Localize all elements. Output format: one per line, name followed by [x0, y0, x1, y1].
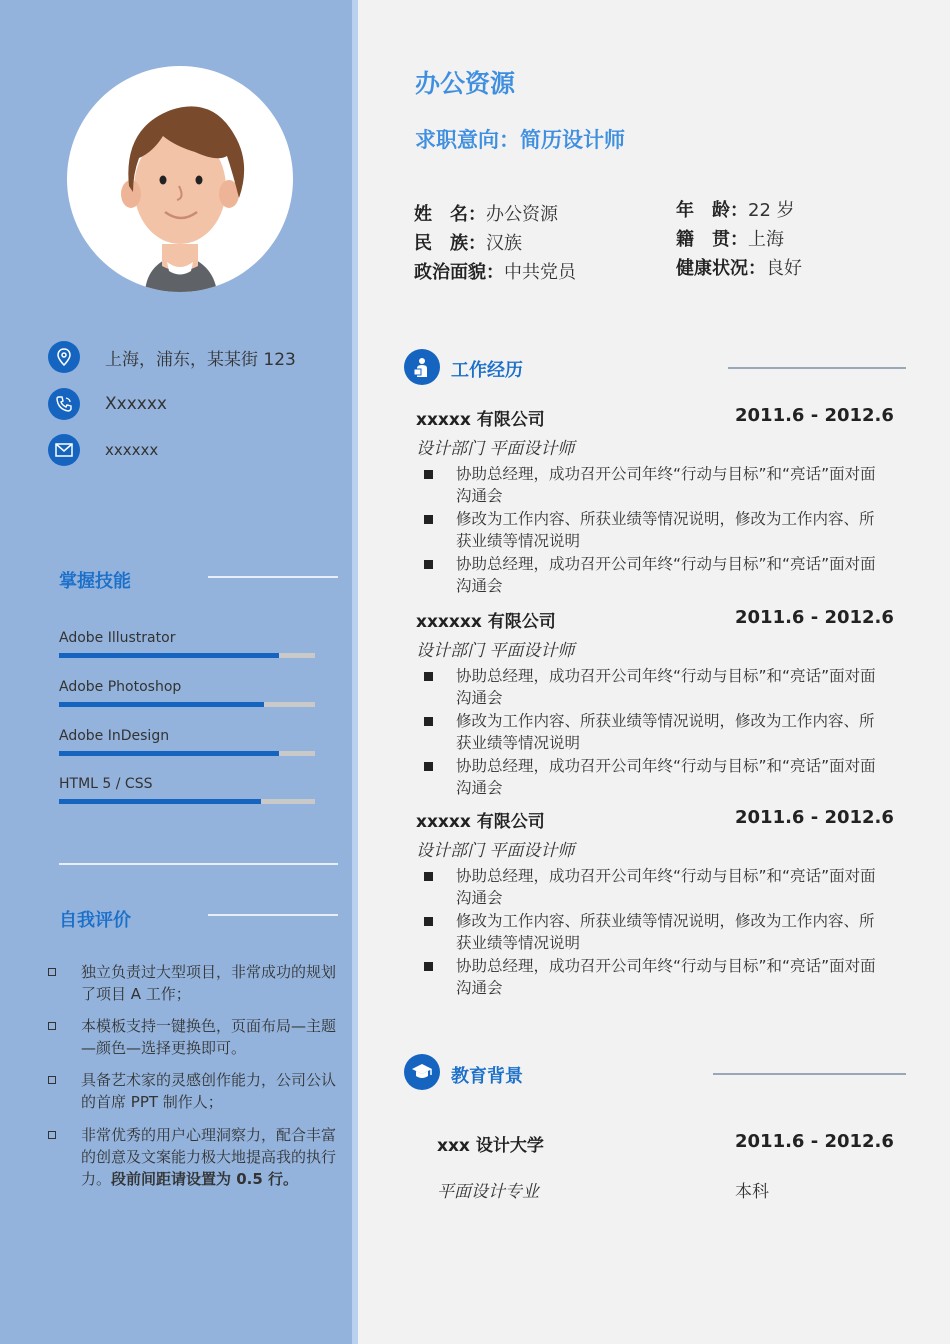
job-bullet: [424, 910, 884, 954]
skill-fill: [59, 799, 261, 804]
job-date: 2011.6 - 2012.6: [735, 405, 894, 426]
skill-name: Adobe Photoshop: [59, 679, 182, 695]
self-eval-rule: [208, 914, 338, 916]
square-bullet-icon: [48, 1022, 56, 1030]
info-political-key: 政治面貌：: [414, 262, 504, 283]
skill-fill: [59, 751, 279, 756]
job-role: 设计部门 平面设计师: [416, 841, 575, 861]
sidebar-edge: [352, 0, 358, 1344]
education-date: 2011.6 - 2012.6: [735, 1131, 894, 1152]
skill-bar: [59, 799, 315, 804]
skill-name: Adobe InDesign: [59, 728, 170, 744]
contact-address-text: 上海，浦东，某某街 123: [105, 349, 296, 370]
square-bullet-icon: [424, 872, 433, 881]
briefcase-person-icon: [404, 349, 440, 385]
info-ethnic-value: 汉族: [486, 233, 522, 254]
square-bullet-icon: [424, 717, 433, 726]
self-eval-text: 具备艺术家的灵感创作能力，公司公认的首席 PPT 制作人；: [81, 1071, 337, 1111]
skills-divider: [59, 863, 338, 865]
work-heading: 工作经历: [451, 360, 523, 381]
info-political: [414, 258, 576, 284]
job-bullet: [424, 463, 884, 507]
skill-item: [59, 630, 315, 658]
job-bullet: [424, 955, 884, 999]
job-bullet-text: 修改为工作内容、所获业绩等情况说明，修改为工作内容、所获业绩等情况说明: [456, 510, 875, 550]
education-school: xxx 设计大学: [437, 1136, 544, 1156]
self-eval-heading: 自我评价: [59, 910, 131, 931]
info-ethnic: [414, 229, 522, 255]
square-bullet-icon: [424, 672, 433, 681]
avatar: [67, 66, 293, 292]
job-role: 设计部门 平面设计师: [416, 641, 575, 661]
job-bullet-text: 修改为工作内容、所获业绩等情况说明，修改为工作内容、所获业绩等情况说明: [456, 912, 875, 952]
info-origin-value: 上海: [748, 229, 784, 250]
info-age-value: 22 岁: [748, 200, 795, 221]
square-bullet-icon: [424, 515, 433, 524]
self-eval-bold-note: 段前间距请设置为 0.5 行。: [111, 1170, 299, 1188]
job-bullet: [424, 710, 884, 754]
self-eval-item: [48, 1015, 338, 1059]
job-role: 设计部门 平面设计师: [416, 439, 575, 459]
square-bullet-icon: [424, 762, 433, 771]
education-rule: [713, 1073, 906, 1075]
mail-icon: [48, 434, 80, 466]
contact-email: [48, 434, 158, 466]
skills-heading: 掌握技能: [59, 571, 131, 592]
info-name-value: 办公资源: [486, 204, 558, 225]
skill-item: [59, 776, 315, 804]
info-age-key: 年 龄：: [676, 200, 748, 221]
location-icon: [48, 341, 80, 373]
job-company: xxxxxx 有限公司: [416, 612, 556, 632]
info-origin-key: 籍 贯：: [676, 229, 748, 250]
job-bullet-text: 协助总经理，成功召开公司年终“行动与目标”和“亮话”面对面沟通会: [456, 465, 876, 505]
job-bullet: [424, 553, 884, 597]
job-bullet: [424, 755, 884, 799]
education-major: 平面设计专业: [437, 1182, 539, 1202]
info-health: [676, 254, 802, 280]
job-date: 2011.6 - 2012.6: [735, 607, 894, 628]
skill-fill: [59, 653, 279, 658]
job-bullet-text: 协助总经理，成功召开公司年终“行动与目标”和“亮话”面对面沟通会: [456, 555, 876, 595]
education-heading: 教育背景: [451, 1066, 523, 1087]
square-bullet-icon: [48, 968, 56, 976]
job-bullet: [424, 665, 884, 709]
work-rule: [728, 367, 906, 369]
job-bullet-text: 协助总经理，成功召开公司年终“行动与目标”和“亮话”面对面沟通会: [456, 757, 876, 797]
avatar-illustration: [67, 66, 293, 292]
square-bullet-icon: [424, 470, 433, 479]
square-bullet-icon: [424, 962, 433, 971]
self-eval-item: [48, 961, 338, 1005]
job-bullet-text: 协助总经理，成功召开公司年终“行动与目标”和“亮话”面对面沟通会: [456, 957, 876, 997]
contact-address: [48, 341, 296, 373]
contact-email-text: xxxxxx: [105, 441, 159, 459]
graduation-cap-icon: [404, 1054, 440, 1090]
job-bullet: [424, 865, 884, 909]
square-bullet-icon: [424, 560, 433, 569]
job-intent: 求职意向：简历设计师: [415, 128, 625, 152]
job-bullet-text: 协助总经理，成功召开公司年终“行动与目标”和“亮话”面对面沟通会: [456, 667, 876, 707]
skill-item: [59, 679, 315, 707]
skill-fill: [59, 702, 264, 707]
job-bullet: [424, 508, 884, 552]
phone-icon: [48, 388, 80, 420]
skill-item: [59, 728, 315, 756]
skill-bar: [59, 653, 315, 658]
info-name-key: 姓 名：: [414, 204, 486, 225]
info-name: [414, 200, 558, 226]
square-bullet-icon: [424, 917, 433, 926]
info-health-key: 健康状况：: [676, 258, 766, 279]
skill-name: Adobe Illustrator: [59, 630, 176, 646]
job-bullet-text: 协助总经理，成功召开公司年终“行动与目标”和“亮话”面对面沟通会: [456, 867, 876, 907]
skill-name: HTML 5 / CSS: [59, 776, 153, 792]
job-bullet-text: 修改为工作内容、所获业绩等情况说明，修改为工作内容、所获业绩等情况说明: [456, 712, 875, 752]
contact-phone-text: Xxxxxx: [105, 394, 167, 414]
info-political-value: 中共党员: [504, 262, 576, 283]
info-health-value: 良好: [766, 258, 802, 279]
education-degree: 本科: [735, 1182, 769, 1202]
self-eval-item: [48, 1069, 338, 1113]
self-eval-text: 非常优秀的用户心理洞察力，配合丰富的创意及文案能力极大地提高我的执行力。: [81, 1126, 337, 1188]
info-ethnic-key: 民 族：: [414, 233, 486, 254]
info-age: [676, 196, 795, 222]
self-eval-text: 本模板支持一键换色，页面布局—主题—颜色—选择更换即可。: [81, 1017, 337, 1057]
info-origin: [676, 225, 784, 251]
skills-rule: [208, 576, 338, 578]
job-date: 2011.6 - 2012.6: [735, 807, 894, 828]
self-eval-text: 独立负责过大型项目，非常成功的规划了项目 A 工作；: [81, 963, 337, 1003]
square-bullet-icon: [48, 1131, 56, 1139]
skill-bar: [59, 702, 315, 707]
resume-name: 办公资源: [415, 69, 516, 98]
self-eval-item: [48, 1124, 338, 1190]
square-bullet-icon: [48, 1076, 56, 1084]
job-company: xxxxx 有限公司: [416, 812, 545, 832]
job-company: xxxxx 有限公司: [416, 410, 545, 430]
skill-bar: [59, 751, 315, 756]
contact-phone: [48, 388, 167, 420]
